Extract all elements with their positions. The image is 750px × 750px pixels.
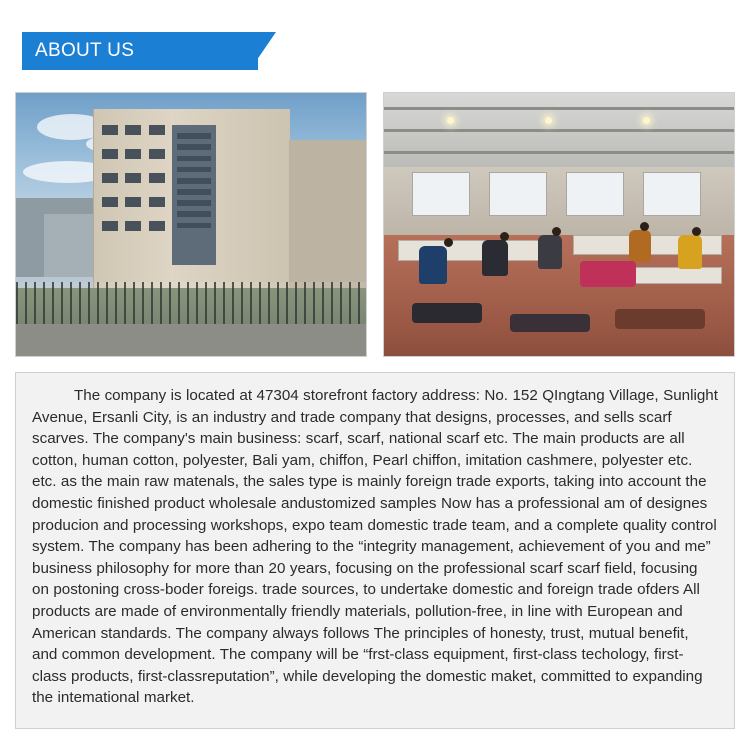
section-banner [15,32,298,70]
worker-head [640,222,649,231]
ceiling-beam [384,107,734,110]
workshop-window [412,172,470,216]
fabric-bundle [412,303,482,323]
window-band [177,144,211,150]
window [125,125,141,135]
fabric-bundle [580,261,636,287]
window [102,149,118,159]
window-band [177,167,211,173]
window-band [177,189,211,195]
window [125,173,141,183]
banner-slant-decoration [250,32,276,70]
window-band [177,200,211,206]
fabric-bundle [510,314,590,332]
window [149,221,165,231]
window [149,149,165,159]
window [125,149,141,159]
window [149,125,165,135]
window [102,173,118,183]
worker-head [500,232,509,241]
ceiling-beam [384,129,734,132]
window [125,221,141,231]
window-band [177,156,211,162]
worker [482,240,508,276]
ceiling-lamp [447,117,454,124]
ceiling-lamp [643,117,650,124]
tower-block [172,125,215,265]
sewing-workshop-interior [383,92,735,357]
workshop-window [489,172,547,216]
factory-building-exterior [15,92,367,357]
about-text-panel [15,372,735,729]
workshop-window [643,172,701,216]
worker [629,230,651,262]
photo-row [15,92,735,357]
worker [678,235,702,269]
window-band [177,223,211,229]
workshop-window [566,172,624,216]
worker [538,235,562,269]
ceiling [384,93,734,172]
banner-accent-bar [15,32,22,70]
window-band [177,133,211,139]
window [149,173,165,183]
window [125,197,141,207]
window [102,125,118,135]
window [149,197,165,207]
window-band [177,211,211,217]
about-paragraph: The company is located at 47304 storefront factory address: No. 152 QIngtang Village, Sunlight Avenue, Ersanli City, is an industry and trade company that designs, processes, and sells scarf scarves. The company's main business: scarf, scarf, national scarf etc. The main products are all cotton, human cotton, polyester, Bali yam, chiffon, Pearl chiffon, imitation cashmere, polyester etc. etc. as the main raw matenals, the sales type is mainly foreign trade exports, taking into account the domestic finished product wholesale andustomized samples Now has a professional am of designes producion and processing workshops, expo team domestic trade team, and a complete quality control system. The company has been adhering to the “integrity management, achievement of you and me” business philosophy for more than 20 years, focusing on the professional scarf scarf field, focusing on postoning cross-boder foreigs. trade sources, to undertake domestic and foreign trade ofders All products are made of environmentally friendly materials, pollution-free, in line with European and American standards. The company always follows The principles of honesty, trust, mutual benefit, and common development. The company will be “frst-class equipment, first-class techology, first-class products, first-classreputation”, while developing the domestic maket, committed to expanding the intemational market. [32,387,718,707]
ceiling-beam [384,151,734,154]
main-building [93,109,290,309]
ceiling-lamp [545,117,552,124]
fabric-bundle [615,309,705,329]
metal-fence [16,282,366,324]
page-title: ABOUT US [35,40,135,61]
road [16,324,366,356]
side-building-second [44,214,93,277]
window-band [177,178,211,184]
worker [419,246,447,284]
right-building [289,140,366,303]
window [102,197,118,207]
window [102,221,118,231]
worker-head [444,238,453,247]
